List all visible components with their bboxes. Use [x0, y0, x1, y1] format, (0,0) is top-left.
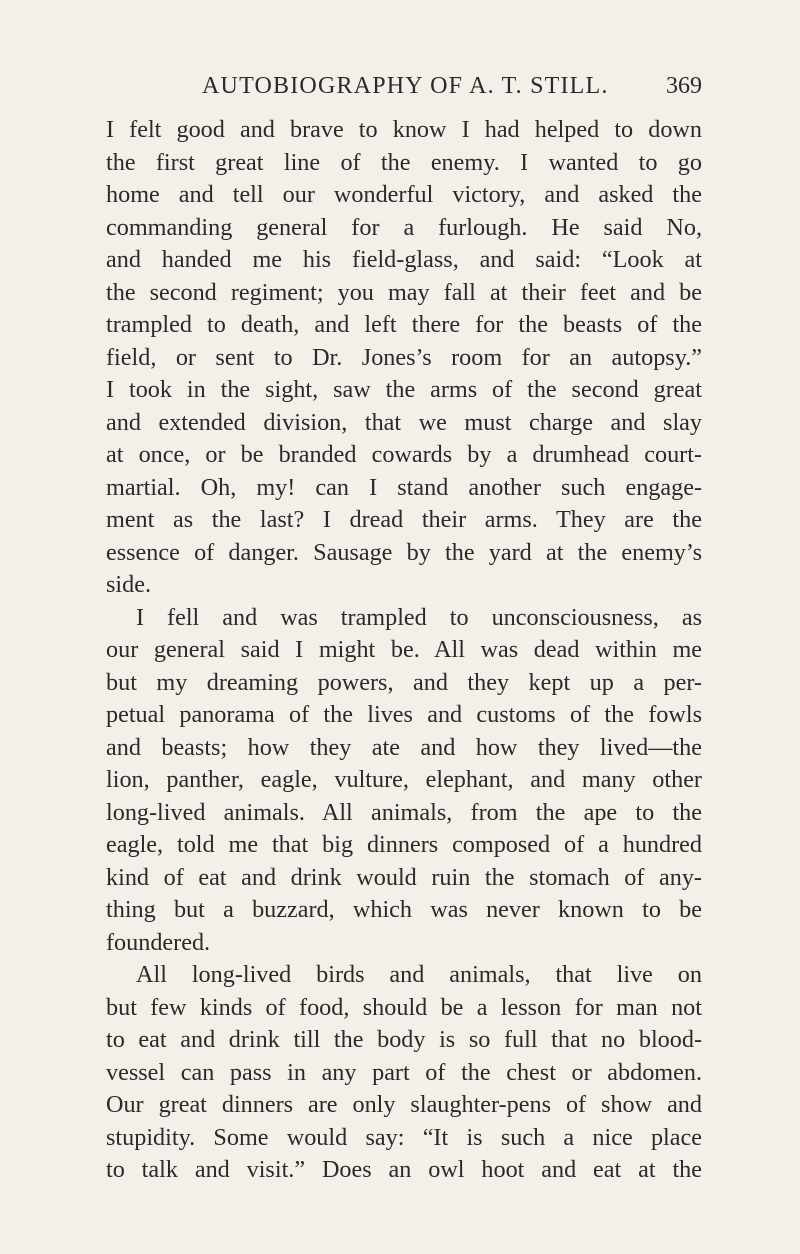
text-line: and extended division, that we must charge and slay — [106, 408, 702, 436]
text-line: long-lived animals. All animals, from the ape to the — [106, 798, 702, 826]
text-line: trampled to death, and left there for the beasts of the — [106, 311, 702, 338]
text-line: field, or sent to Dr. Jones’s room for an autopsy.” — [106, 343, 702, 371]
text-line: vessel can pass in any part of the chest or abdomen. — [106, 1058, 702, 1086]
text-line: home and tell our wonderful victory, and asked the — [106, 181, 702, 208]
text-line: martial. Oh, my! can I stand another such engage- — [106, 473, 702, 501]
text-line: eagle, told me that big dinners composed of a hundred — [106, 831, 702, 858]
text-line: petual panorama of the lives and customs of the fowls — [106, 701, 702, 728]
text-line: I fell and was trampled to unconsciousness, as — [136, 603, 702, 631]
text-line: foundered. — [106, 928, 211, 956]
page-number: 369 — [666, 73, 702, 99]
text-line: side. — [106, 571, 152, 598]
text-line: I felt good and brave to know I had helped to down — [106, 116, 702, 143]
running-title: AUTOBIOGRAPHY OF A. T. STILL. — [202, 73, 609, 99]
text-line: to talk and visit.” Does an owl hoot and eat at the — [106, 1156, 702, 1183]
text-line: the second regiment; you may fall at their feet and be — [106, 278, 702, 306]
text-line: thing but a buzzard, which was never known to be — [106, 896, 702, 923]
text-line: but my dreaming powers, and they kept up a per- — [106, 668, 702, 696]
text-line: lion, panther, eagle, vulture, elephant, and many other — [106, 766, 702, 793]
text-line: kind of eat and drink would ruin the stomach of any- — [106, 863, 702, 891]
text-line: the first great line of the enemy. I wanted to go — [106, 148, 702, 176]
text-line: All long-lived birds and animals, that live on — [136, 961, 702, 988]
text-line: Our great dinners are only slaughter-pens of show and — [106, 1091, 702, 1118]
body-text — [106, 114, 702, 1187]
text-line: and beasts; how they ate and how they lived—the — [106, 733, 702, 761]
text-line: but few kinds of food, should be a lesson for man not — [106, 993, 702, 1021]
text-line: stupidity. Some would say: “It is such a nice place — [106, 1123, 702, 1151]
running-head — [106, 73, 702, 105]
text-line: our general said I might be. All was dead within me — [106, 636, 702, 663]
text-line: to eat and drink till the body is so full that no blood- — [106, 1026, 702, 1053]
text-line: ment as the last? I dread their arms. They are the — [106, 506, 702, 533]
text-line: I took in the sight, saw the arms of the second great — [106, 376, 702, 403]
text-line: and handed me his field-glass, and said: “Look at — [106, 246, 702, 273]
text-line: essence of danger. Sausage by the yard at the enemy’s — [106, 538, 702, 566]
text-line: commanding general for a furlough. He said No, — [106, 213, 702, 241]
text-line: at once, or be branded cowards by a drumhead court- — [106, 441, 702, 468]
